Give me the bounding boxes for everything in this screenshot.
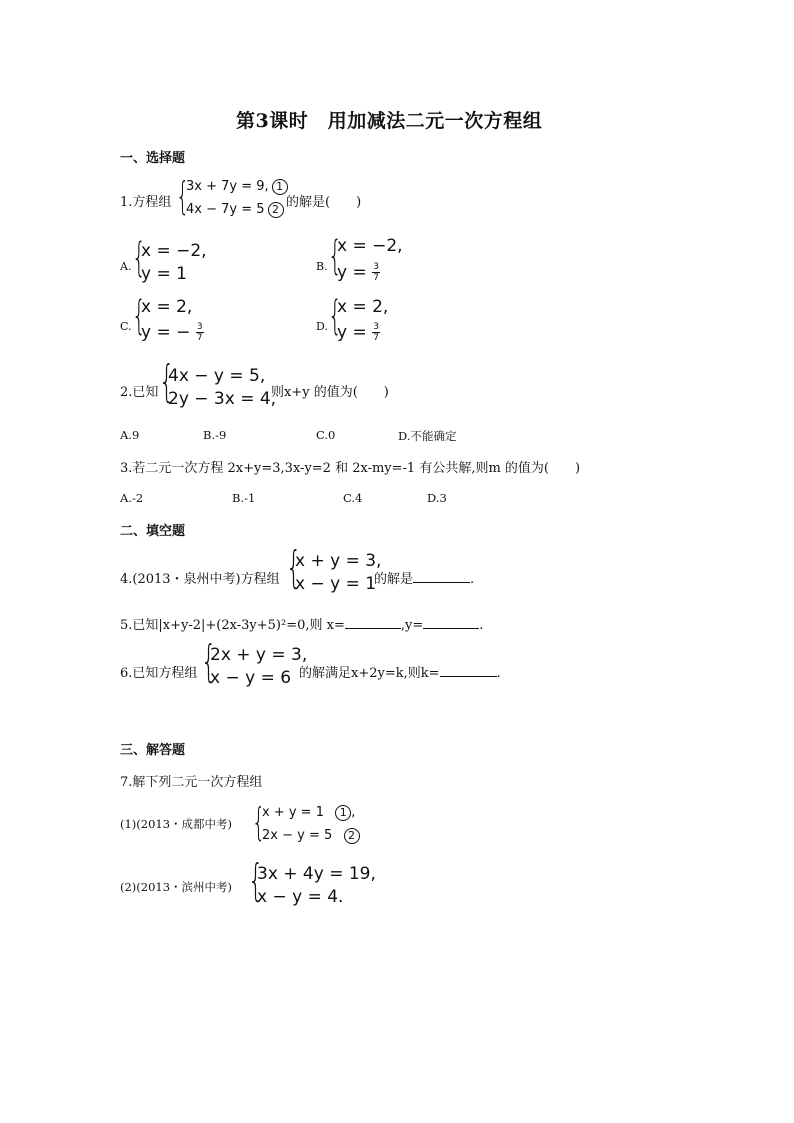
section-heading-choice: 一、选择题 bbox=[120, 151, 186, 166]
option-d-label: D. bbox=[316, 320, 328, 333]
q3-text: 3.若二元一次方程 2x+y=3,3x-y=2 和 2x-my=-1 有公共解,则m 的值为( ) bbox=[120, 461, 581, 476]
q1-brace: { bbox=[176, 174, 190, 218]
circled-one-icon: 1 bbox=[272, 179, 288, 195]
page-title: 第3课时 用加减法二元一次方程组 bbox=[236, 110, 543, 132]
fraction-three-sevenths: $\frac{3}{7}$ bbox=[196, 322, 203, 343]
option-c-brace: { bbox=[132, 293, 146, 339]
circled-two-icon: 2 bbox=[268, 202, 284, 218]
option-b-x: x = −2, bbox=[337, 236, 403, 256]
q2-option-c: C.0 bbox=[316, 428, 336, 442]
q6-eq2: x − y = 6 bbox=[210, 668, 292, 688]
fraction-three-sevenths: $\frac{3}{7}$ bbox=[373, 262, 379, 283]
q5-text: 5.已知|x+y-2|+(2x-3y+5)²=0,则 x= ,y= . bbox=[120, 618, 484, 633]
q7-part2-eq1: 3x + 4y = 19, bbox=[257, 864, 376, 884]
q2-suffix: 则x+y 的值为( ) bbox=[271, 385, 389, 400]
option-d-brace: { bbox=[328, 293, 342, 339]
option-a-x: x = −2, bbox=[141, 241, 207, 261]
q7-part2-brace: { bbox=[248, 855, 264, 906]
option-c-y: y = − $\frac{3}{7}$ bbox=[141, 322, 203, 343]
answer-blank-y[interactable] bbox=[423, 616, 479, 629]
q7-part1-eq2: 2x − y = 5 2 bbox=[262, 828, 360, 844]
q4-eq1: x + y = 3, bbox=[295, 551, 382, 571]
q7-part1-brace: { bbox=[252, 800, 266, 844]
section-heading-fill: 二、填空题 bbox=[120, 524, 186, 539]
answer-blank[interactable] bbox=[413, 570, 470, 583]
q6-brace: { bbox=[201, 636, 217, 687]
fraction-three-sevenths: $\frac{3}{7}$ bbox=[373, 322, 379, 343]
q4-suffix: 的解是 . bbox=[374, 572, 475, 587]
q4-eq2: x − y = 1 bbox=[295, 574, 377, 594]
q3-option-b: B.-1 bbox=[232, 491, 256, 505]
option-d-x: x = 2, bbox=[337, 297, 389, 317]
q1-suffix: 的解是( ) bbox=[286, 195, 362, 210]
q2-brace: { bbox=[159, 356, 175, 407]
q7-part1-eq1: x + y = 1 1 , bbox=[262, 805, 356, 820]
circled-two-icon: 2 bbox=[344, 828, 360, 844]
answer-blank-k[interactable] bbox=[440, 664, 497, 677]
q4-brace: { bbox=[286, 542, 302, 593]
q1-eq1: 3x + 7y = 9, 1 bbox=[186, 179, 288, 195]
section-heading-answer: 三、解答题 bbox=[120, 743, 186, 758]
option-b-y: y = $\frac{3}{7}$ bbox=[337, 262, 379, 283]
q4-prefix: 4.(2013・泉州中考)方程组 bbox=[120, 572, 280, 587]
circled-one-icon: 1 bbox=[335, 805, 351, 821]
q2-option-b: B.-9 bbox=[203, 428, 227, 442]
option-a-brace: { bbox=[132, 235, 146, 281]
q6-eq1: 2x + y = 3, bbox=[210, 645, 308, 665]
q2-eq2: 2y − 3x = 4, bbox=[168, 389, 277, 409]
q2-eq1: 4x − y = 5, bbox=[168, 366, 266, 386]
option-a-y: y = 1 bbox=[141, 264, 187, 284]
option-b-brace: { bbox=[328, 233, 342, 279]
q3-option-a: A.-2 bbox=[120, 491, 144, 505]
option-d-y: y = $\frac{3}{7}$ bbox=[337, 322, 379, 343]
q6-suffix: 的解满足x+2y=k,则k= . bbox=[299, 666, 501, 681]
q2-option-d: D.不能确定 bbox=[398, 429, 457, 443]
q6-prefix: 6.已知方程组 bbox=[120, 666, 198, 681]
option-c-label: C. bbox=[120, 320, 132, 333]
answer-blank-x[interactable] bbox=[345, 616, 401, 629]
q3-option-c: C.4 bbox=[343, 491, 363, 505]
q2-prefix: 2.已知 bbox=[120, 385, 159, 400]
q7-text: 7.解下列二元一次方程组 bbox=[120, 775, 263, 790]
option-c-x: x = 2, bbox=[141, 297, 193, 317]
option-b-label: B. bbox=[316, 260, 328, 273]
option-a-label: A. bbox=[120, 260, 132, 273]
q1-eq2: 4x − 7y = 5 2 bbox=[186, 202, 284, 218]
q2-option-a: A.9 bbox=[120, 428, 140, 442]
q1-prefix: 1.方程组 bbox=[120, 195, 172, 210]
q3-option-d: D.3 bbox=[427, 491, 447, 505]
q7-part2-eq2: x − y = 4. bbox=[257, 887, 344, 907]
q7-part2-prefix: (2)(2013・滨州中考) bbox=[120, 880, 233, 894]
q7-part1-prefix: (1)(2013・成都中考) bbox=[120, 817, 233, 831]
